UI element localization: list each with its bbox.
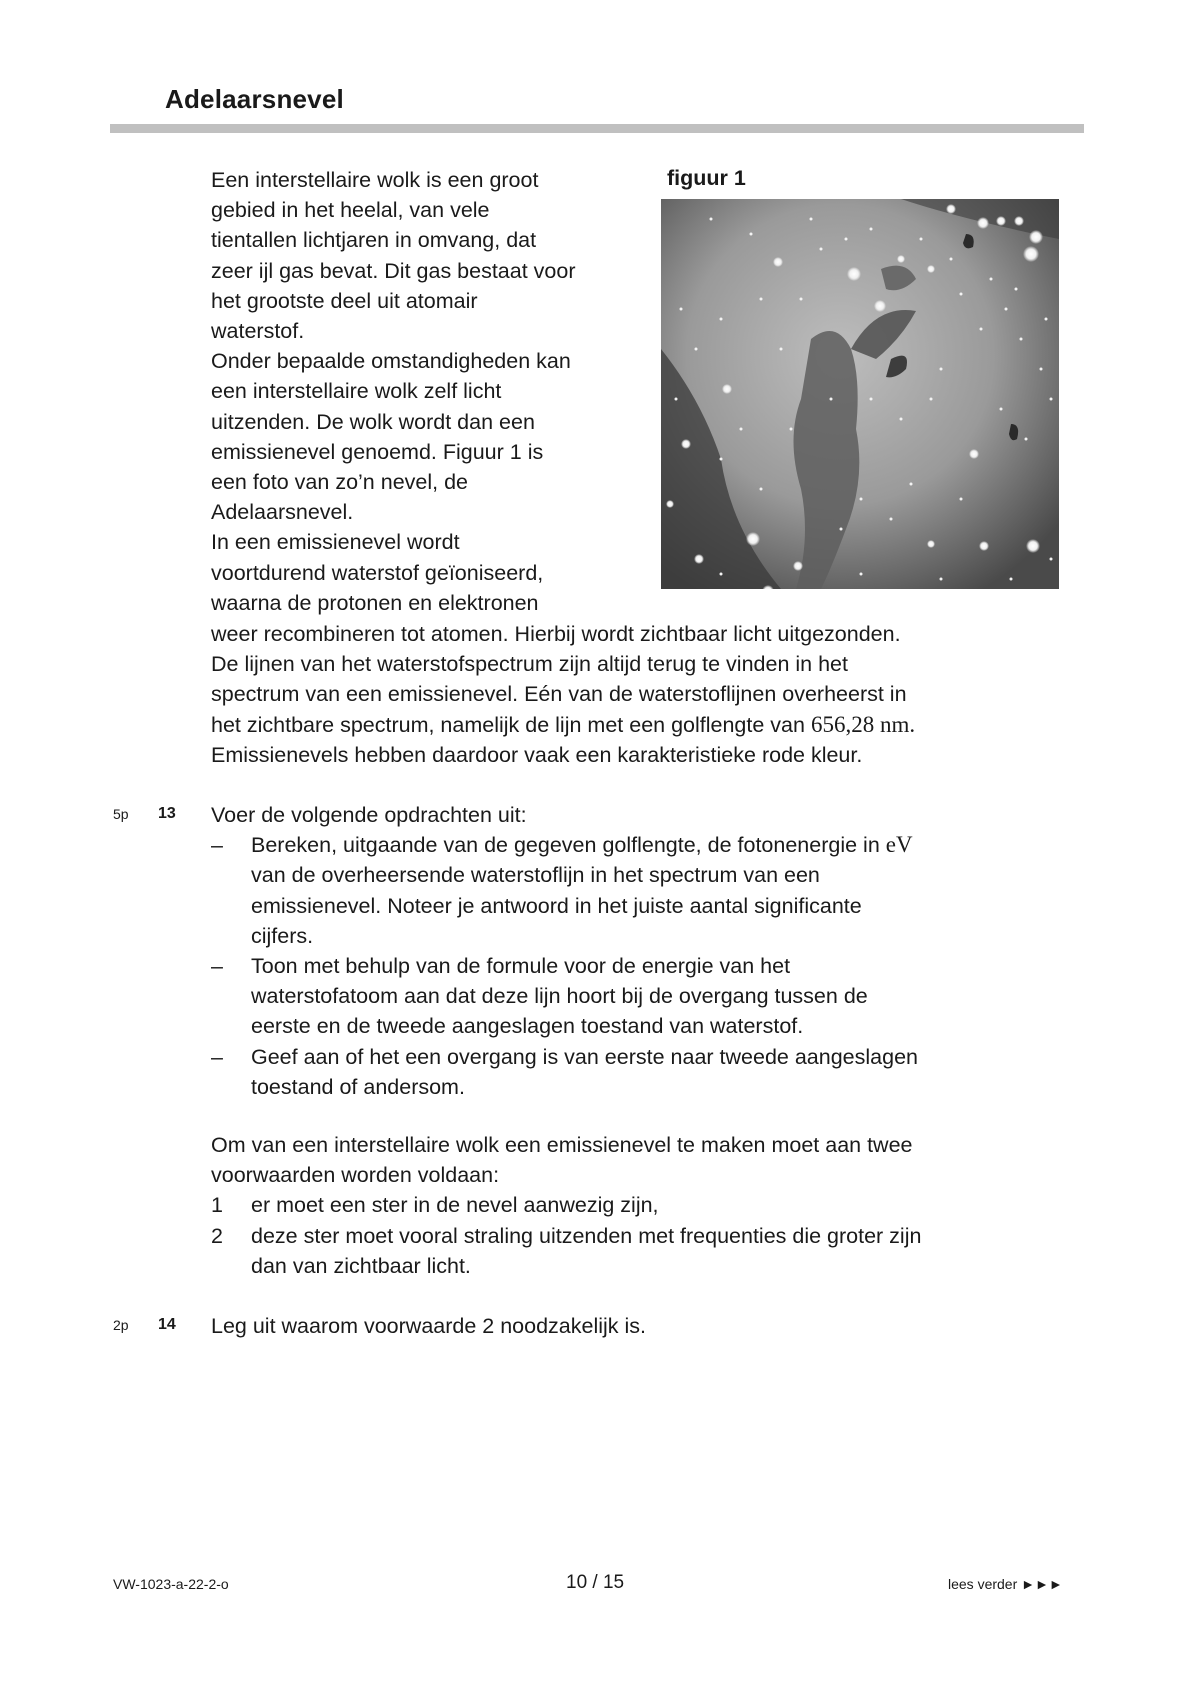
text-line: een interstellaire wolk zelf licht [211,379,502,404]
figure-label: figuur 1 [667,166,746,190]
text-line: weer recombineren tot atomen. Hierbij wordt zichtbaar licht uitgezonden. [211,622,901,646]
section-title: Adelaarsnevel [165,84,344,114]
text-line: deze ster moet vooral straling uitzenden met frequenties die groter zijn [251,1223,922,1248]
text-line: voortdurend waterstof geïoniseerd, [211,560,544,585]
nebula-photo-icon [661,199,1059,589]
item-number: 1 [211,1193,223,1218]
text-line: Om van een interstellaire wolk een emissienevel te maken moet aan twee [211,1133,913,1157]
text-line: waarna de protonen en elektronen [211,590,539,615]
page-number: 10 / 15 [566,1572,625,1593]
text-line: De lijnen van het waterstofspectrum zijn altijd terug te vinden in het [211,652,848,677]
text-line: cijfers. [251,923,314,948]
dash-bullet-icon: – [211,954,223,979]
text-line: Toon met behulp van de formule voor de energie van het [251,954,791,979]
text-line: van de overheersende waterstoflijn in het spectrum van een [251,863,820,888]
question-prompt: Voer de volgende opdrachten uit: [211,803,527,827]
body-paragraph [211,619,1071,770]
text-span: Bereken, uitgaande van de gegeven golflengte, de fotonenergie in [251,833,886,858]
text-line: dan van zichtbaar licht. [251,1253,471,1278]
question-points: 2p [113,1317,129,1333]
task-item [211,951,1071,1042]
text-line [251,830,1071,860]
text-span: het zichtbare spectrum, namelijk de lijn met een golflengte van [211,712,811,737]
text-line: er moet een ster in de nevel aanwezig zijn, [251,1193,659,1218]
text-line: spectrum van een emissienevel. Eén van de waterstoflijnen overheerst in [211,682,907,707]
text-line: uitzenden. De wolk wordt dan een [211,409,535,434]
text-line: voorwaarden worden voldaan: [211,1163,500,1188]
task-item [211,830,1071,951]
exam-code: VW-1023-a-22-2-o [113,1576,229,1592]
text-line: tientallen lichtjaren in omvang, dat [211,228,537,253]
dash-bullet-icon: – [211,1044,223,1069]
text-line: gebied in het heelal, van vele [211,198,490,223]
text-line: toestand of andersom. [251,1074,465,1099]
text-line: waterstofatoom aan dat deze lijn hoort bij de overgang tussen de [251,984,868,1009]
question-body [211,800,1071,1102]
text-line: het grootste deel uit atomair [211,288,478,313]
question-prompt: Leg uit waarom voorwaarde 2 noodzakelijk is. [211,1314,647,1338]
text-line: Adelaarsnevel. [211,500,354,525]
text-line: Een interstellaire wolk is een groot [211,168,539,192]
text-line: eerste en de tweede aangeslagen toestand van waterstof. [251,1014,804,1039]
title-divider [110,124,1084,133]
question-number: 13 [158,805,176,822]
text-line: Geef aan of het een overgang is van eerste naar tweede aangeslagen [251,1044,918,1069]
text-line: waterstof. [211,319,305,344]
text-line: emissienevel genoemd. Figuur 1 is [211,439,544,464]
condition-item [211,1190,1071,1220]
intro-paragraph [211,165,651,618]
question-number: 14 [158,1316,176,1333]
text-line: zeer ijl gas bevat. Dit gas bestaat voor [211,258,576,283]
text-line: een foto van zo’n nevel, de [211,470,468,495]
text-line [211,710,1071,740]
conditions-body [211,1130,1071,1281]
dash-bullet-icon: – [211,833,223,858]
unit-ev: eV [885,832,913,858]
condition-item [211,1221,1071,1281]
text-line: Emissienevels hebben daardoor vaak een karakteristieke rode kleur. [211,742,863,767]
item-number: 2 [211,1223,223,1248]
wavelength-value: 656,28 nm. [810,711,916,737]
text-line: Onder bepaalde omstandigheden kan [211,349,571,374]
task-item [211,1042,1071,1102]
text-line: emissienevel. Noteer je antwoord in het juiste aantal significante [251,893,862,918]
question-points: 5p [113,806,129,822]
text-line: In een emissienevel wordt [211,530,460,555]
continue-link[interactable]: lees verder ►►► [948,1576,1063,1592]
